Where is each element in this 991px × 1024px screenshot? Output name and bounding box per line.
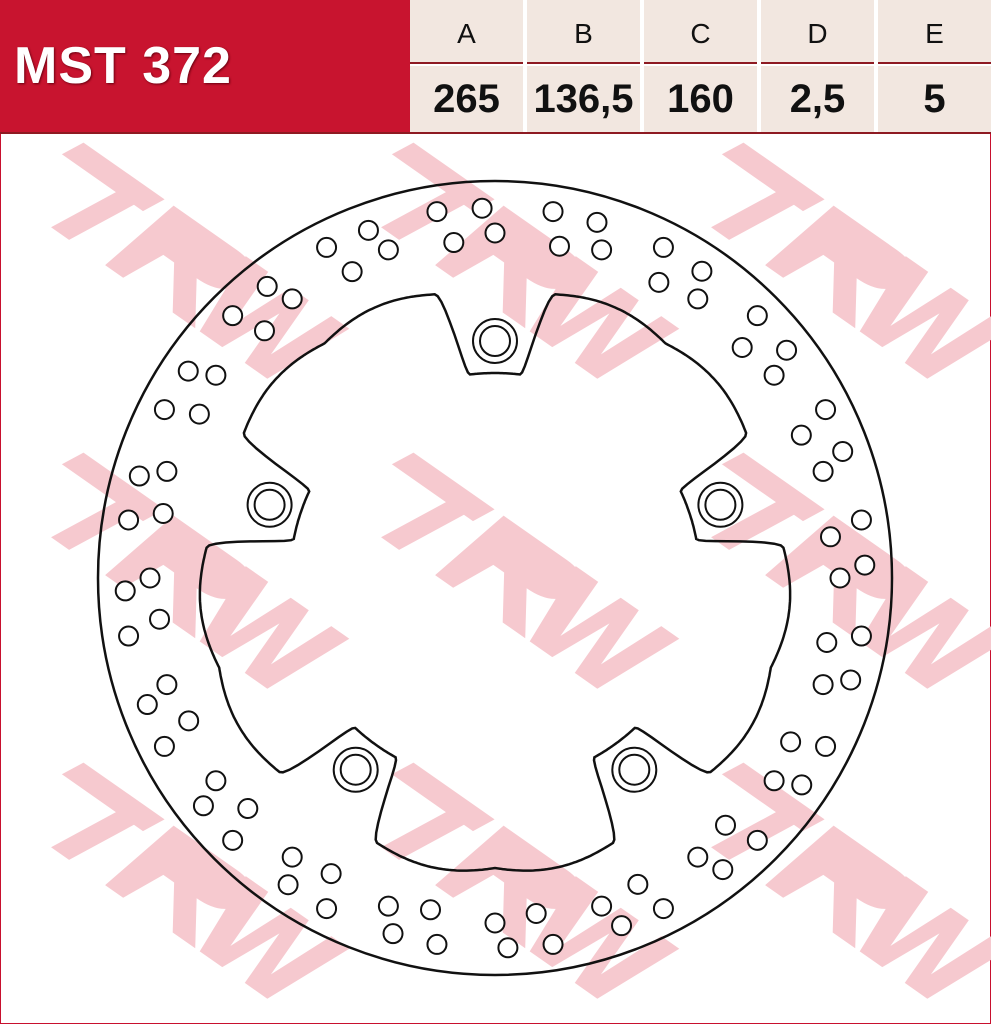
drill-hole — [130, 467, 149, 486]
spec-header-c: C — [644, 0, 757, 64]
spec-header-e: E — [878, 0, 991, 64]
drill-hole — [317, 238, 336, 257]
bolt-hole-inner — [341, 755, 371, 785]
drill-hole — [119, 510, 138, 529]
drill-hole — [223, 306, 242, 325]
drill-hole — [283, 289, 302, 308]
drill-hole — [486, 914, 505, 933]
drill-hole — [119, 627, 138, 646]
drill-hole — [255, 321, 274, 340]
drill-hole — [157, 675, 176, 694]
drill-hole — [649, 273, 668, 292]
drill-hole — [692, 262, 711, 281]
trw-watermark-logo — [684, 136, 991, 401]
header-band — [0, 0, 991, 134]
drill-hole — [544, 202, 563, 221]
spec-value-b: 136,5 — [527, 66, 640, 132]
drill-hole — [116, 581, 135, 600]
drill-hole — [654, 238, 673, 257]
drill-hole — [587, 213, 606, 232]
drill-hole — [179, 362, 198, 381]
drill-hole — [317, 899, 336, 918]
drill-hole — [359, 221, 378, 240]
drill-hole — [765, 771, 784, 790]
drill-hole — [194, 796, 213, 815]
drill-hole — [155, 400, 174, 419]
drill-hole — [688, 289, 707, 308]
drill-hole — [343, 262, 362, 281]
drill-hole — [421, 900, 440, 919]
drill-hole — [427, 202, 446, 221]
drill-hole — [781, 732, 800, 751]
drill-hole — [713, 860, 732, 879]
drill-hole — [154, 504, 173, 523]
drill-hole — [833, 442, 852, 461]
drill-hole — [473, 199, 492, 218]
drill-hole — [852, 627, 871, 646]
bolt-hole-inner — [705, 490, 735, 520]
drill-hole — [190, 405, 209, 424]
drill-hole — [322, 864, 341, 883]
drill-hole — [141, 569, 160, 588]
spec-value-a: 265 — [410, 66, 523, 132]
spec-value-c: 160 — [644, 66, 757, 132]
drill-hole — [654, 899, 673, 918]
spec-header-d: D — [761, 0, 874, 64]
product-code: MST 372 — [14, 37, 232, 95]
drill-hole — [179, 711, 198, 730]
drill-hole — [816, 400, 835, 419]
drill-hole — [384, 924, 403, 943]
drill-hole — [792, 775, 811, 794]
drill-hole — [258, 277, 277, 296]
drill-hole — [855, 556, 874, 575]
drill-hole — [550, 237, 569, 256]
drill-hole — [206, 366, 225, 385]
trw-watermark-logo — [354, 136, 679, 401]
drill-hole — [814, 462, 833, 481]
bolt-hole-inner — [480, 326, 510, 356]
bolt-hole-inner — [619, 755, 649, 785]
drill-hole — [223, 831, 242, 850]
drill-hole — [777, 341, 796, 360]
drill-hole — [486, 224, 505, 243]
drill-hole — [427, 935, 446, 954]
drill-hole — [155, 737, 174, 756]
drill-hole — [138, 695, 157, 714]
drill-hole — [379, 240, 398, 259]
drill-hole — [527, 904, 546, 923]
drill-hole — [841, 670, 860, 689]
drill-hole — [592, 897, 611, 916]
spec-table — [410, 0, 991, 132]
drill-hole — [379, 897, 398, 916]
drill-hole — [238, 799, 257, 818]
drill-hole — [792, 426, 811, 445]
drill-hole — [852, 510, 871, 529]
drill-hole — [628, 875, 647, 894]
trw-watermark-logo — [684, 756, 991, 1021]
drill-hole — [765, 366, 784, 385]
drill-hole — [716, 816, 735, 835]
trw-watermark-logo — [24, 446, 349, 711]
drill-hole — [612, 916, 631, 935]
trw-watermark-logo — [24, 756, 349, 1021]
drill-hole — [733, 338, 752, 357]
drill-hole — [821, 527, 840, 546]
drill-hole — [157, 462, 176, 481]
drill-hole — [544, 935, 563, 954]
drill-hole — [444, 233, 463, 252]
spec-value-e: 5 — [878, 66, 991, 132]
drill-hole — [748, 306, 767, 325]
drill-hole — [150, 610, 169, 629]
spec-header-b: B — [527, 0, 640, 64]
drill-hole — [816, 737, 835, 756]
drill-hole — [688, 848, 707, 867]
drill-hole — [814, 675, 833, 694]
spec-header-a: A — [410, 0, 523, 64]
disc-inner-contour — [200, 294, 790, 870]
spec-value-d: 2,5 — [761, 66, 874, 132]
drill-hole — [592, 240, 611, 259]
drill-hole — [498, 938, 517, 957]
bolt-hole-inner — [255, 490, 285, 520]
drill-hole — [817, 633, 836, 652]
drill-hole — [748, 831, 767, 850]
drill-hole — [279, 875, 298, 894]
drill-hole — [206, 771, 225, 790]
drill-hole — [283, 848, 302, 867]
trw-watermark-logo — [354, 446, 679, 711]
drill-hole — [831, 569, 850, 588]
